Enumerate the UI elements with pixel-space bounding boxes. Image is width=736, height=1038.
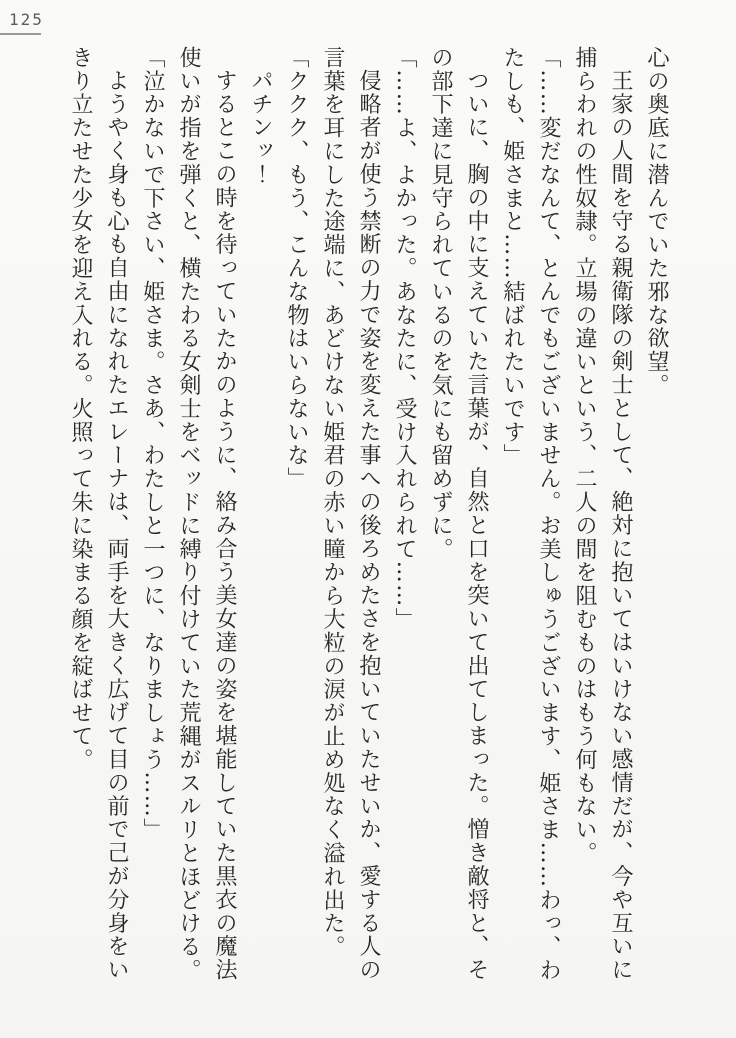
- text-line-15: 「泣かないで下さい、姫さま。さあ、わたしと一つに、なりましょう……」: [140, 46, 165, 842]
- text-line-1: 心の奥底に潜んでいた邪な欲望。: [644, 46, 669, 397]
- text-line-13: するとこの時を待っていたかのように、絡み合う美女達の姿を堪能していた黒衣の魔法: [212, 69, 237, 982]
- page-number: 125: [9, 10, 44, 29]
- page-number-rule: [0, 33, 41, 35]
- text-line-6: ついに、胸の中に支えていた言葉が、自然と口を突いて出てしまった。憎き敵将と、そ: [464, 69, 489, 982]
- text-line-4: 「……変だなんて、とんでもございません。お美しゅうございます、姫さま……わっ、わ: [536, 46, 561, 982]
- text-line-8: 「……よ、よかった。あなたに、受け入れられて……」: [392, 46, 417, 631]
- text-line-10: 言葉を耳にした途端に、あどけない姫君の赤い瞳から大粒の涙が止め処なく溢れ出た。: [320, 46, 345, 959]
- text-line-9: 侵略者が使う禁断の力で姿を変えた事への後ろめたさを抱いていたせいか、愛する人の: [356, 69, 381, 982]
- text-line-12: パチンッ！: [248, 69, 273, 186]
- text-line-14: 使いが指を弾くと、横たわる女剣士をベッドに縛り付けていた荒縄がスルリとほどける。: [176, 46, 201, 982]
- text-line-2: 王家の人間を守る親衛隊の剣士として、絶対に抱いてはいけない感情だが、今や互いに: [608, 69, 633, 982]
- text-line-5: たしも、姫さまと……結ばれたいです」: [500, 46, 525, 468]
- text-line-3: 捕らわれの性奴隷。立場の違いという、二人の間を阻むものはもう何もない。: [572, 46, 597, 865]
- page-text: [62, 46, 674, 987]
- text-line-17: きり立たせた少女を迎え入れる。火照って朱に染まる顔を綻ばせて。: [68, 46, 93, 772]
- text-line-11: 「ククク、もう、こんな物はいらないな」: [284, 46, 309, 491]
- text-line-16: ようやく身も心も自由になれたエレーナは、両手を大きく広げて目の前で己が分身をい: [104, 69, 129, 982]
- text-line-7: の部下達に見守られているのを気にも留めずに。: [428, 46, 453, 561]
